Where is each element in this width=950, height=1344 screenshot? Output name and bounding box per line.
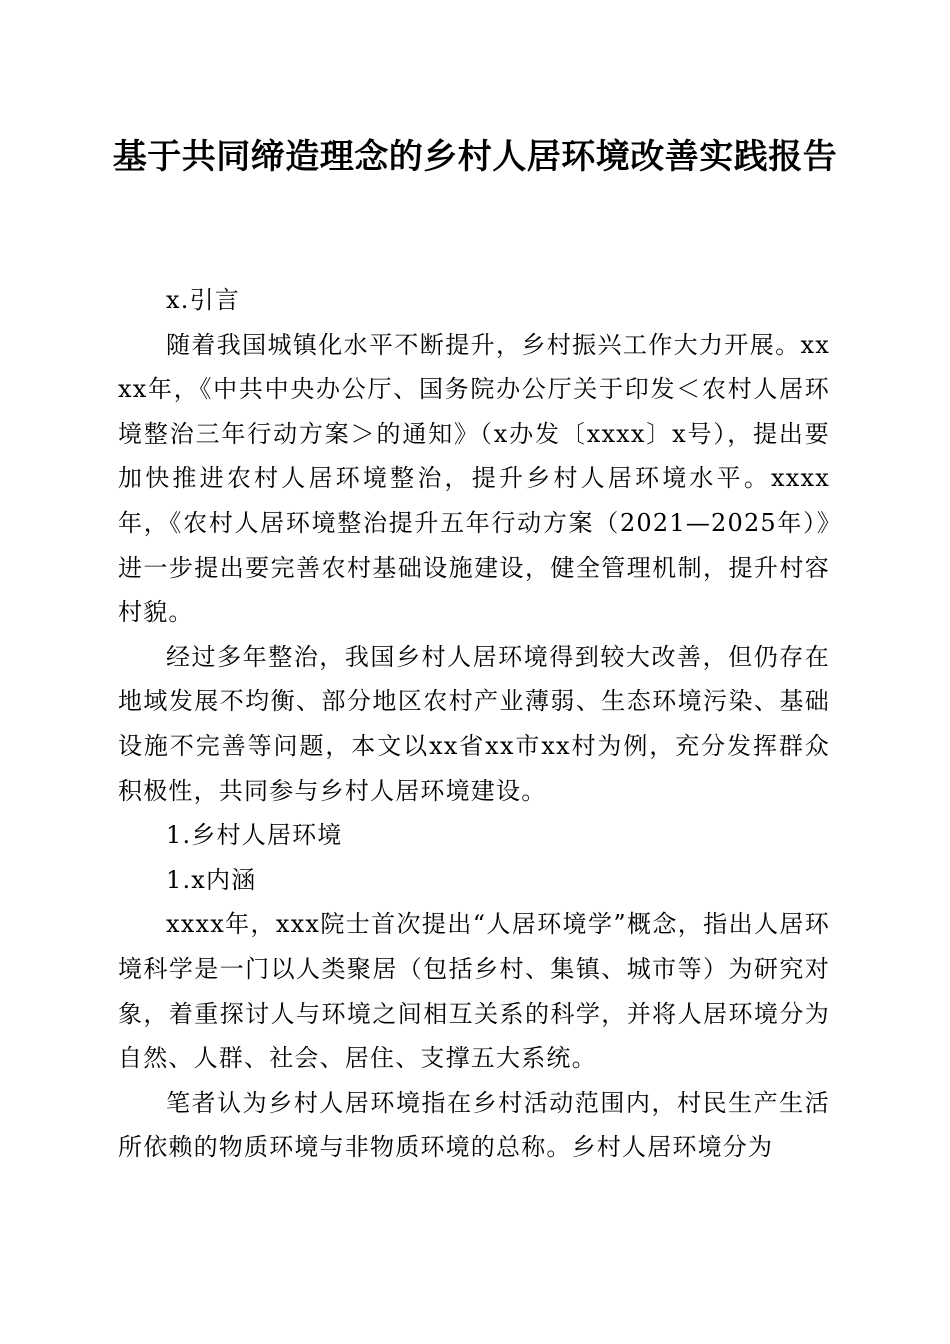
paragraph-author-definition: 笔者认为乡村人居环境指在乡村活动范围内，村民生产生活所依赖的物质环境与非物质环境的总称。乡村人居环境分为 <box>118 1088 830 1162</box>
subsection-heading-connotation: 1.x内涵 <box>166 865 257 894</box>
paragraph-human-settlement-science: xxxx年，xxx院士首次提出“人居环境学”概念，指出人居环境科学是一门以人类聚居（包括乡村、集镇、城市等）为研究对象，着重探讨人与环境之间相互关系的科学，并将人居环境分为自然、人群、社会、居住、支撑五大系统。 <box>118 910 830 1073</box>
document-title: 基于共同缔造理念的乡村人居环境改善实践报告 <box>112 137 838 177</box>
document-body <box>118 278 830 1170</box>
paragraph-policy-background: 随着我国城镇化水平不断提升，乡村振兴工作大力开展。xxxx年，《中共中央办公厅、国务院办公厅关于印发＜农村人居环境整治三年行动方案＞的通知》（x办发〔xxxx〕x号），提出要加快推进农村人居环境整治，提升乡村人居环境水平。xxxx年，《农村人居环境整治提升五年行动方案（2021—2025年）》进一步提出要完善农村基础设施建设，健全管理机制，提升村容村貌。 <box>118 330 830 627</box>
section-heading-rural-environment: 1.乡村人居环境 <box>166 821 343 850</box>
paragraph-current-problems: 经过多年整治，我国乡村人居环境得到较大改善，但仍存在地域发展不均衡、部分地区农村产业薄弱、生态环境污染、基础设施不完善等问题，本文以xx省xx市xx村为例，充分发挥群众积极性，共同参与乡村人居环境建设。 <box>118 642 830 805</box>
section-heading-introduction: x.引言 <box>166 286 240 314</box>
